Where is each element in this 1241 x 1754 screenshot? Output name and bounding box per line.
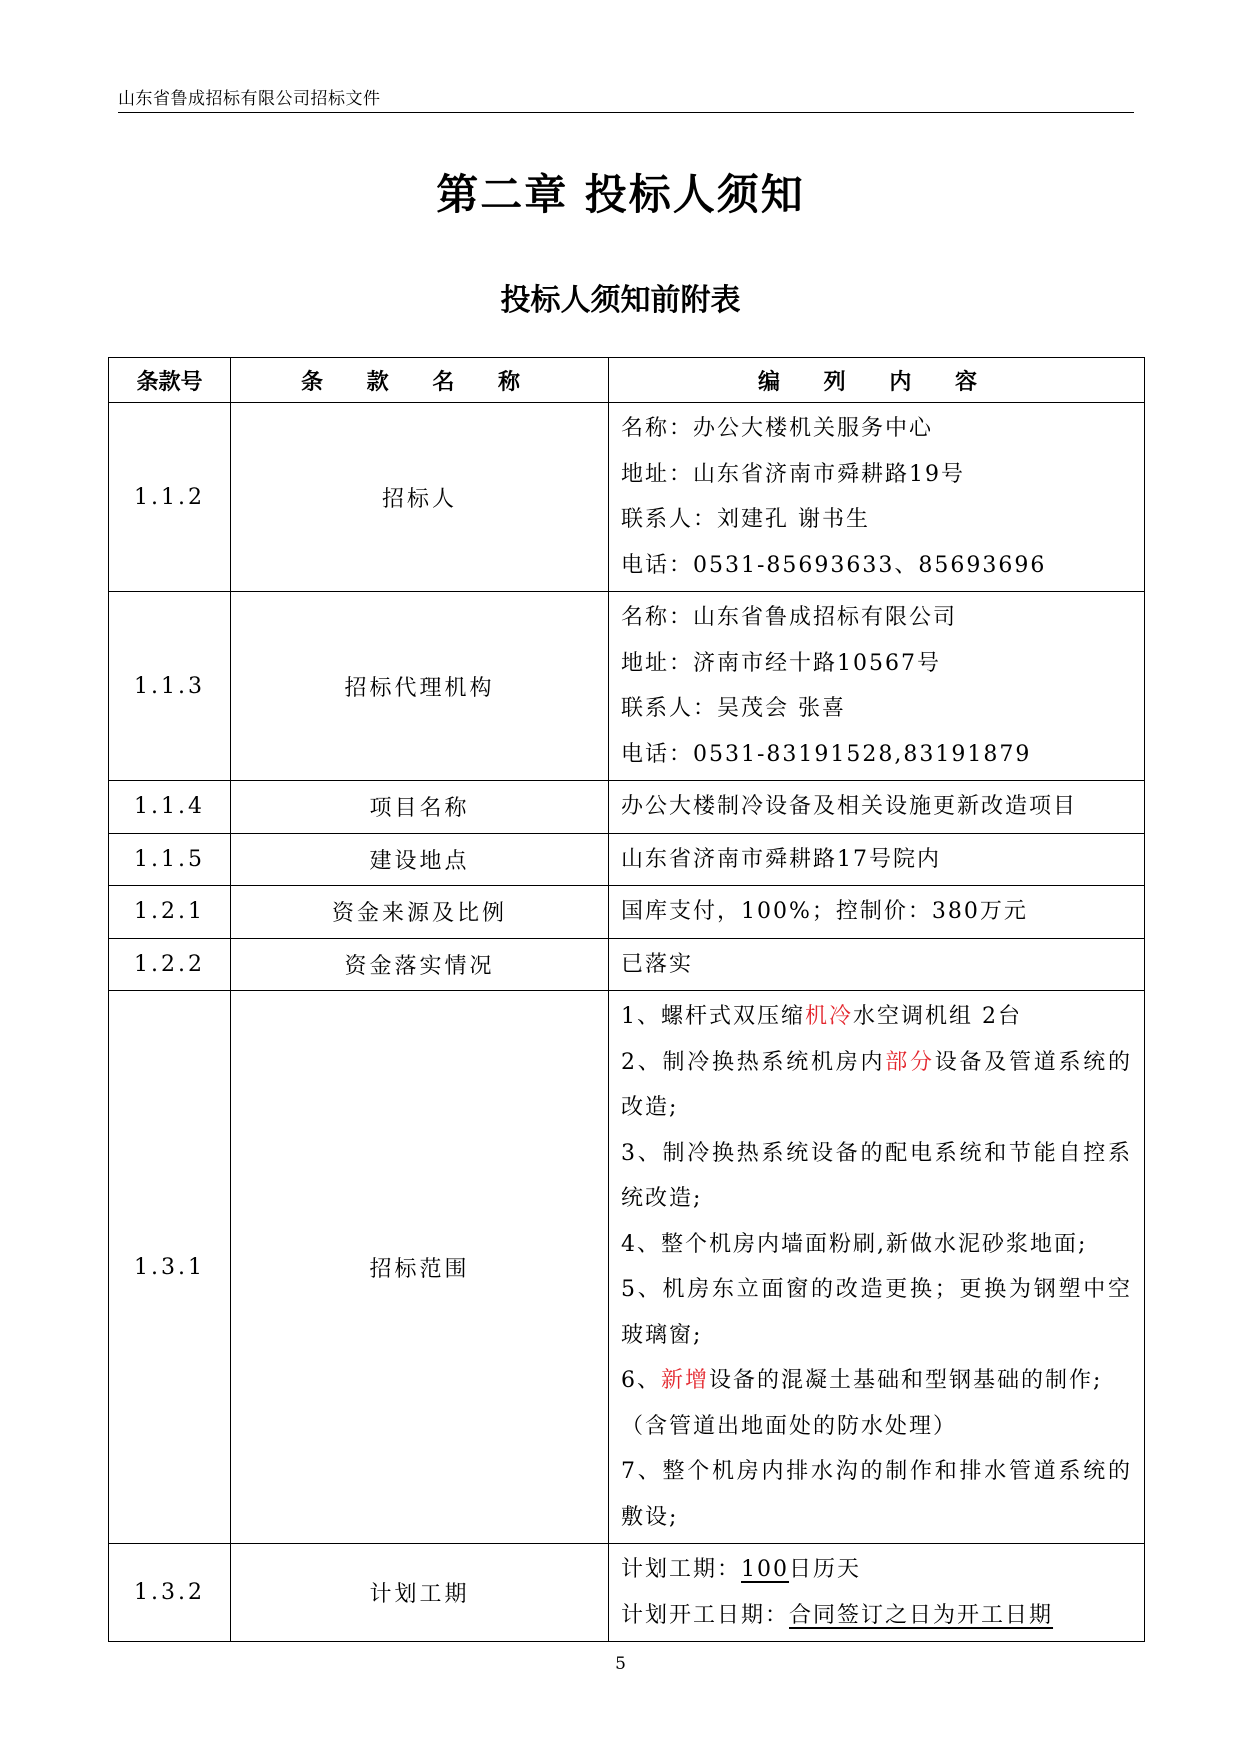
clause-content — [609, 1544, 1145, 1642]
clause-name: 招标人 — [231, 403, 609, 592]
scope-item — [621, 994, 1132, 1040]
content-line: 国库支付，100%；控制价：380万元 — [621, 899, 1028, 924]
scope-item — [621, 1040, 1132, 1131]
content-line: 电话：0531-85693633、85693696 — [621, 552, 1047, 578]
highlight-text: 机冷 — [805, 1004, 854, 1029]
scope-item-note: （含管道出地面处的防水处理） — [621, 1413, 958, 1439]
clause-number: 1.2.2 — [109, 938, 231, 991]
clause-number: 1.1.4 — [109, 781, 231, 834]
table-row — [109, 833, 1145, 886]
schedule-start — [621, 1593, 1132, 1639]
content-line: 名称：办公大楼机关服务中心 — [621, 416, 934, 441]
clause-name: 计划工期 — [231, 1544, 609, 1642]
scope-text: 设备及管道系统的改造; — [621, 1049, 1132, 1120]
table-row — [109, 1544, 1145, 1642]
clause-name: 招标范围 — [231, 991, 609, 1544]
chapter-title: 第二章 投标人须知 — [436, 170, 805, 219]
content-line: 地址：济南市经十路10567号 — [621, 650, 941, 676]
clause-name: 招标代理机构 — [231, 592, 609, 781]
scope-text: 1、螺杆式双压缩 — [621, 1004, 805, 1029]
clause-name: 资金来源及比例 — [231, 886, 609, 939]
scope-item: 5、机房东立面窗的改造更换；更换为钢塑中空玻璃窗; — [621, 1277, 1132, 1348]
content-line: 已落实 — [621, 951, 694, 977]
table-row — [109, 991, 1145, 1544]
table-row — [109, 938, 1145, 991]
clause-content — [609, 592, 1145, 781]
highlight-text: 部分 — [885, 1049, 935, 1075]
page-number: 5 — [615, 1654, 626, 1674]
table-row — [109, 592, 1145, 781]
clause-content — [609, 833, 1145, 886]
scope-text: 设备的混凝土基础和型钢基础的制作; — [709, 1368, 1103, 1393]
clause-number: 1.1.3 — [109, 592, 231, 781]
highlight-text: 新增 — [661, 1368, 710, 1393]
table-row — [109, 781, 1145, 834]
scope-text: 水空调机组 2台 — [853, 1004, 1023, 1029]
content-line: 联系人：刘建孔 谢书生 — [621, 507, 870, 532]
clause-content — [609, 403, 1145, 592]
content-line: 电话：0531-83191528,83191879 — [621, 741, 1032, 767]
scope-item — [621, 1358, 1132, 1404]
table-row — [109, 886, 1145, 939]
schedule-label: 计划开工日期： — [621, 1602, 790, 1628]
clause-content — [609, 938, 1145, 991]
schedule-value: 合同签订之日为开工日期 — [789, 1602, 1054, 1628]
page-header — [118, 86, 1134, 113]
schedule-duration — [621, 1547, 1132, 1593]
schedule-value: 100 — [741, 1557, 790, 1582]
clause-name: 建设地点 — [231, 833, 609, 886]
scope-text: 2、制冷换热系统机房内 — [621, 1049, 886, 1075]
clause-name: 项目名称 — [231, 781, 609, 834]
instructions-table — [108, 357, 1145, 1642]
table-row — [109, 403, 1145, 592]
header-content: 编 列 内 容 — [609, 358, 1145, 403]
clause-number: 1.3.1 — [109, 991, 231, 1544]
clause-number: 1.1.5 — [109, 833, 231, 886]
clause-name: 资金落实情况 — [231, 938, 609, 991]
header-clause-name: 条 款 名 称 — [231, 358, 609, 403]
clause-number: 1.3.2 — [109, 1544, 231, 1642]
clause-content — [609, 991, 1145, 1544]
scope-item: 3、制冷换热系统设备的配电系统和节能自控系统改造; — [621, 1140, 1132, 1211]
scope-item: 4、整个机房内墙面粉刷,新做水泥砂浆地面; — [621, 1231, 1088, 1257]
table-header-row — [109, 358, 1145, 403]
content-line: 地址：山东省济南市舜耕路19号 — [621, 461, 965, 487]
header-clause-number: 条款号 — [109, 358, 231, 403]
scope-item: 7、整个机房内排水沟的制作和排水管道系统的敷设; — [621, 1459, 1132, 1530]
content-line: 山东省济南市舜耕路17号院内 — [621, 846, 941, 872]
clause-content — [609, 781, 1145, 834]
content-line: 名称：山东省鲁成招标有限公司 — [621, 605, 958, 630]
clause-number: 1.1.2 — [109, 403, 231, 592]
clause-content — [609, 886, 1145, 939]
table-title: 投标人须知前附表 — [500, 283, 741, 318]
scope-text: 6、 — [621, 1368, 661, 1393]
content-line: 联系人：吴茂会 张喜 — [621, 696, 846, 721]
schedule-unit: 日历天 — [789, 1557, 862, 1582]
schedule-label: 计划工期： — [621, 1557, 742, 1582]
clause-number: 1.2.1 — [109, 886, 231, 939]
header-text: 山东省鲁成招标有限公司招标文件 — [118, 89, 381, 109]
content-line: 办公大楼制冷设备及相关设施更新改造项目 — [621, 794, 1078, 819]
